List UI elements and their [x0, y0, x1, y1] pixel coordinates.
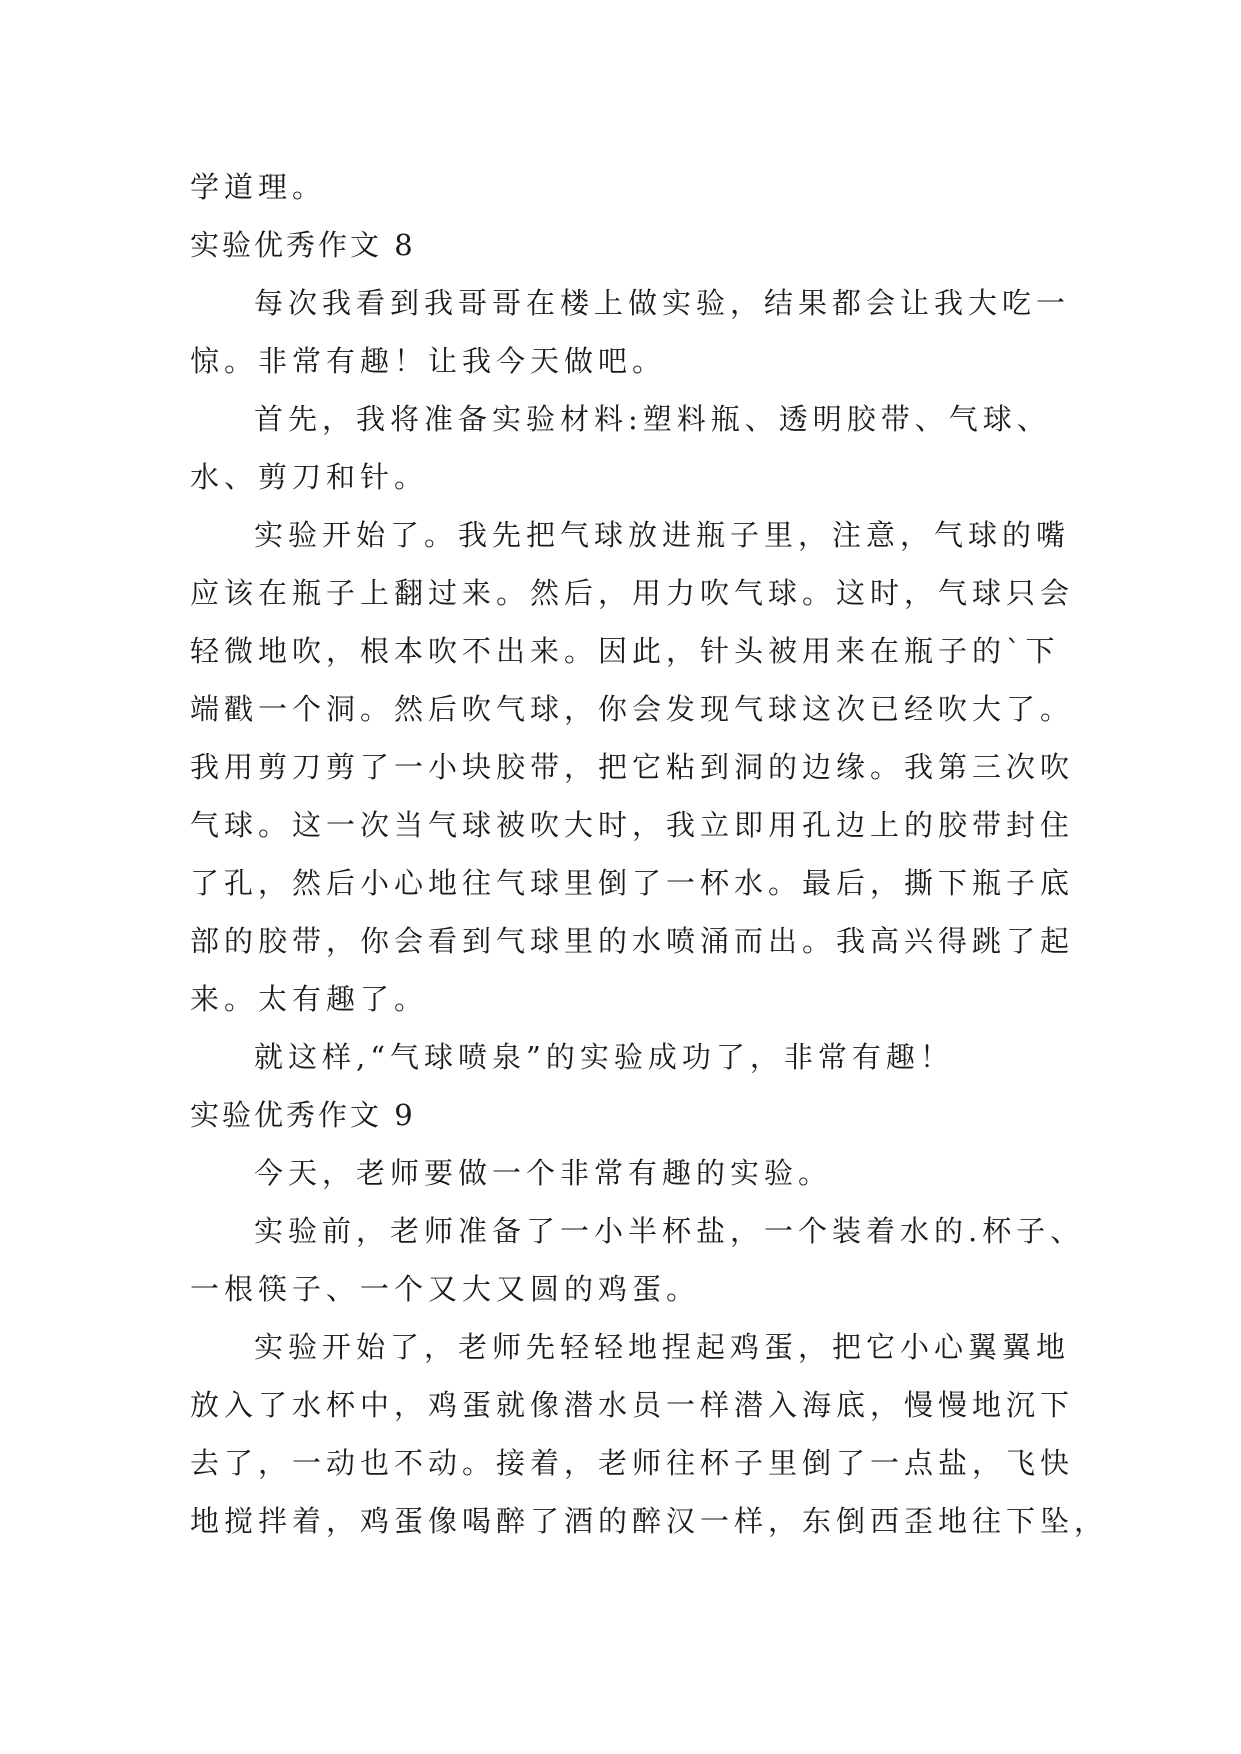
text-line: 地搅拌着，鸡蛋像喝醉了酒的醉汉一样，东倒西歪地往下坠，: [190, 1504, 1109, 1538]
text-line: 每次我看到我哥哥在楼上做实验，结果都会让我大吃一: [254, 286, 1071, 320]
text-line: 端戳一个洞。然后吹气球，你会发现气球这次已经吹大了。: [190, 692, 1075, 726]
text-line: 来。太有趣了。: [190, 982, 429, 1016]
text-line: 一根筷子、一个又大又圆的鸡蛋。: [190, 1272, 701, 1306]
text-line: 去了，一动也不动。接着，老师往杯子里倒了一点盐，飞快: [190, 1446, 1075, 1480]
text-line: 气球。这一次当气球被吹大时，我立即用孔边上的胶带封住: [190, 808, 1075, 842]
text-line: 放入了水杯中，鸡蛋就像潜水员一样潜入海底，慢慢地沉下: [190, 1388, 1075, 1422]
section-heading: 实验优秀作文 8: [190, 228, 416, 262]
text-line: 学道理。: [190, 170, 327, 204]
text-column: [190, 158, 1109, 1550]
section-heading: 实验优秀作文 9: [190, 1098, 416, 1132]
text-line: 我用剪刀剪了一小块胶带，把它粘到洞的边缘。我第三次吹: [190, 750, 1075, 784]
text-line: 部的胶带，你会看到气球里的水喷涌而出。我高兴得跳了起: [190, 924, 1075, 958]
text-line: 首先，我将准备实验材料:塑料瓶、透明胶带、气球、: [254, 402, 1051, 436]
text-line: 应该在瓶子上翻过来。然后，用力吹气球。这时，气球只会: [190, 576, 1075, 610]
text-line: 了孔，然后小心地往气球里倒了一杯水。最后，撕下瓶子底: [190, 866, 1075, 900]
text-line: 轻微地吹，根本吹不出来。因此，针头被用来在瓶子的`下: [190, 634, 1060, 668]
text-line: 实验前，老师准备了一小半杯盐，一个装着水的.杯子、: [254, 1214, 1085, 1248]
text-line: 今天，老师要做一个非常有趣的实验。: [254, 1156, 833, 1190]
text-line: 实验开始了。我先把气球放进瓶子里，注意，气球的嘴: [254, 518, 1071, 552]
text-line: 实验开始了，老师先轻轻地捏起鸡蛋，把它小心翼翼地: [254, 1330, 1071, 1364]
text-line: 惊。非常有趣！让我今天做吧。: [190, 344, 667, 378]
text-line: 就这样,“气球喷泉”的实验成功了，非常有趣！: [254, 1040, 954, 1074]
text-line: 水、剪刀和针。: [190, 460, 429, 494]
